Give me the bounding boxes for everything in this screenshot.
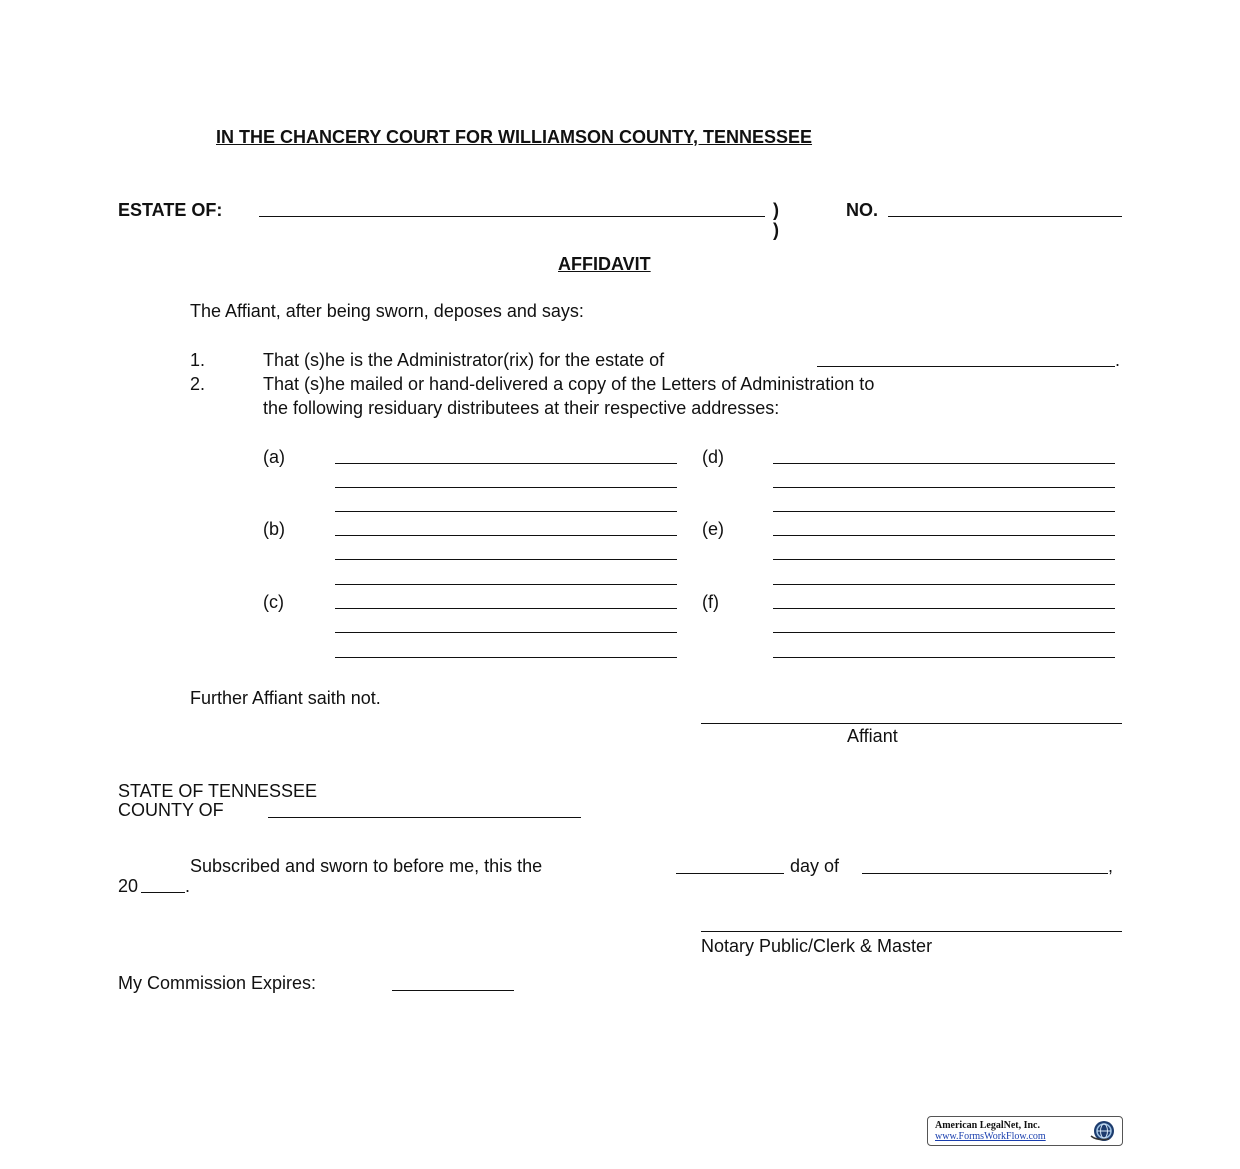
court-title: IN THE CHANCERY COURT FOR WILLIAMSON COUNTY, TENNESSEE	[216, 127, 813, 147]
subscribed-text: Subscribed and sworn to before me, this the	[190, 856, 543, 876]
distributee-label-e: (e)	[702, 519, 724, 539]
distributee-b-line-2[interactable]	[335, 559, 677, 560]
year-suffix: .	[185, 876, 191, 896]
distributee-d-line-2[interactable]	[773, 487, 1115, 488]
affiant-caption: Affiant	[847, 726, 898, 746]
subscribed-comma: ,	[1108, 856, 1114, 876]
distributee-label-a: (a)	[263, 447, 285, 467]
state-text: STATE OF TENNESSEE	[118, 781, 318, 801]
affiant-signature-line[interactable]	[701, 723, 1122, 724]
distributee-c-line-1[interactable]	[335, 608, 677, 609]
distributee-label-d: (d)	[702, 447, 724, 467]
estate-of-field[interactable]	[817, 366, 1115, 367]
intro-text: The Affiant, after being sworn, deposes and says:	[190, 301, 584, 321]
distributee-e-line-2[interactable]	[773, 559, 1115, 560]
case-paren-2: )	[773, 220, 779, 240]
case-number-field[interactable]	[888, 216, 1122, 217]
distributee-c-line-2[interactable]	[335, 632, 677, 633]
day-field[interactable]	[676, 873, 784, 874]
distributee-b-line-1[interactable]	[335, 535, 677, 536]
distributee-c-line-3[interactable]	[335, 657, 677, 658]
distributee-f-line-3[interactable]	[773, 657, 1115, 658]
distributee-a-line-2[interactable]	[335, 487, 677, 488]
commission-expires-field[interactable]	[392, 990, 514, 991]
item-2-text-line2: the following residuary distributees at their respective addresses:	[263, 398, 780, 418]
case-number-label: NO.	[846, 200, 879, 220]
notary-caption: Notary Public/Clerk & Master	[701, 936, 933, 956]
distributee-label-f: (f)	[702, 592, 719, 612]
distributee-d-line-3[interactable]	[773, 511, 1115, 512]
county-field[interactable]	[268, 817, 581, 818]
estate-label: ESTATE OF:	[118, 200, 223, 220]
month-field[interactable]	[862, 873, 1108, 874]
county-label: COUNTY OF	[118, 800, 224, 820]
item-1-period: .	[1115, 350, 1121, 370]
distributee-b-line-3[interactable]	[335, 584, 677, 585]
item-2-number: 2.	[190, 374, 206, 394]
logo-url-link[interactable]: www.FormsWorkFlow.com	[935, 1131, 1046, 1142]
distributee-a-line-3[interactable]	[335, 511, 677, 512]
year-prefix: 20	[118, 876, 139, 896]
item-1-number: 1.	[190, 350, 206, 370]
distributee-label-b: (b)	[263, 519, 285, 539]
distributee-d-line-1[interactable]	[773, 463, 1115, 464]
distributee-f-line-2[interactable]	[773, 632, 1115, 633]
distributee-f-line-1[interactable]	[773, 608, 1115, 609]
publisher-logo	[927, 1116, 1123, 1146]
commission-label: My Commission Expires:	[118, 973, 317, 993]
globe-icon	[1087, 1119, 1119, 1143]
item-1-text: That (s)he is the Administrator(rix) for the estate of	[263, 350, 665, 370]
further-affiant-text: Further Affiant saith not.	[190, 688, 381, 708]
day-of-text: day of	[790, 856, 840, 876]
distributee-e-line-3[interactable]	[773, 584, 1115, 585]
case-paren-1: )	[773, 200, 779, 220]
affidavit-title: AFFIDAVIT	[558, 254, 651, 274]
item-2-text-line1: That (s)he mailed or hand-delivered a copy of the Letters of Administration to	[263, 374, 875, 394]
distributee-label-c: (c)	[263, 592, 284, 612]
estate-name-field[interactable]	[259, 216, 765, 217]
distributee-a-line-1[interactable]	[335, 463, 677, 464]
logo-company-text: American LegalNet, Inc.	[935, 1120, 1040, 1131]
notary-signature-line[interactable]	[701, 931, 1122, 932]
year-field[interactable]	[141, 892, 185, 893]
distributee-e-line-1[interactable]	[773, 535, 1115, 536]
